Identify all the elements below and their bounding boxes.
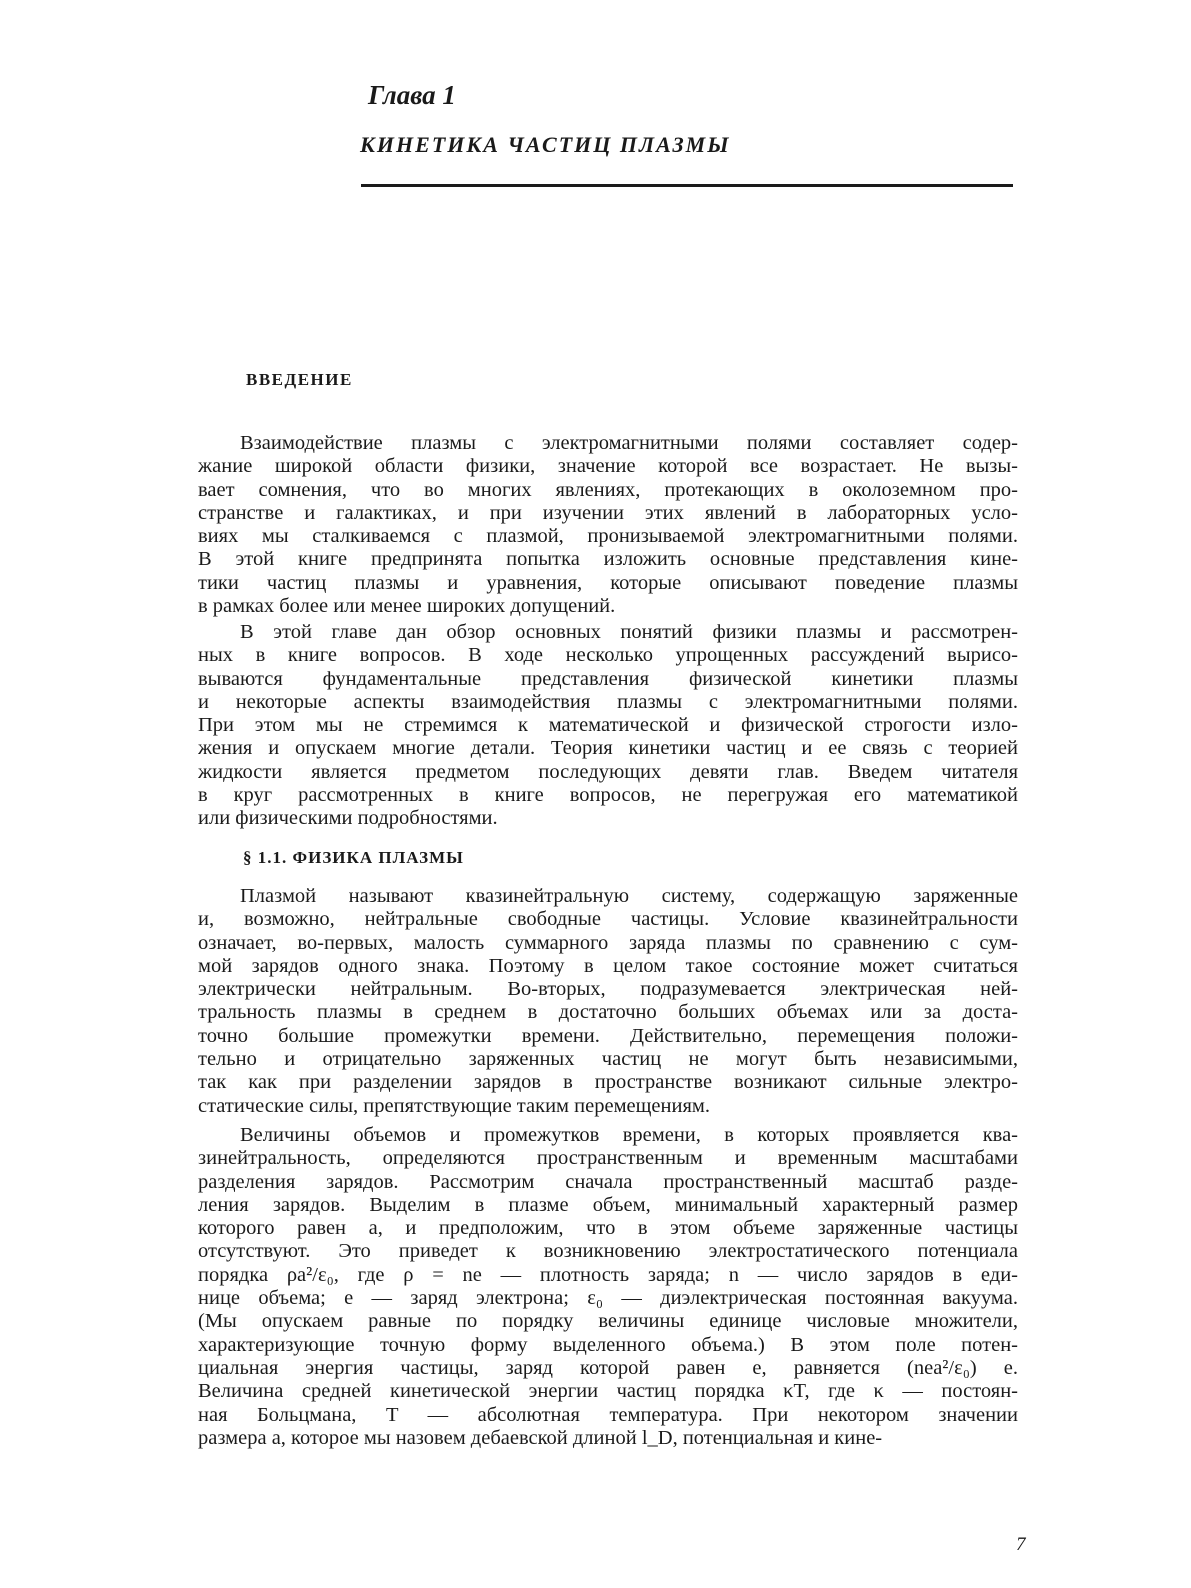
text-line: в рамках более или менее широких допущений. [198,595,616,618]
text-line: При этом мы не стремимся к математической и физической строгости изло- [198,714,1018,737]
text-line: так как при разделении зарядов в пространстве возникают сильные электро- [198,1071,1018,1094]
section-paragraph-2 [198,1124,1018,1450]
text-line: статические силы, препятствующие таким перемещениям. [198,1094,710,1117]
section-heading: § 1.1. ФИЗИКА ПЛАЗМЫ [243,848,464,867]
text-line: вает сомнения, что во многих явлениях, протекающих в околоземном про- [198,478,1018,501]
text-line: которого равен a, и предположим, что в этом объеме заряженные частицы [198,1217,1018,1240]
text-line: Взаимодействие плазмы с электромагнитными полями составляет содер- [240,432,1018,454]
text-line: в круг рассмотренных в книге вопросов, не перегружая его математикой [198,784,1018,807]
text-line: ления зарядов. Выделим в плазме объем, минимальный характерный размер [198,1193,1018,1216]
text-line: зинейтральность, определяются пространственным и временным масштабами [198,1147,1018,1170]
text-line: Величина средней кинетической энергии частиц порядка κT, где κ — постоян- [198,1380,1018,1403]
text-line: означает, во-первых, малость суммарного заряда плазмы по сравнению с сум- [198,931,1018,954]
text-line: характеризующие точную форму выделенного объема.) В этом поле потен- [198,1333,1018,1356]
text-line: жание широкой области физики, значение которой все возрастает. Не вызы- [198,455,1018,478]
text-line: тики частиц плазмы и уравнения, которые описывают поведение плазмы [198,571,1018,594]
text-line: тельно и отрицательно заряженных частиц не могут быть независимыми, [198,1048,1018,1071]
text-line: (Мы опускаем равные по порядку величины единице числовые множители, [198,1310,1018,1333]
text-line: и, возможно, нейтральные свободные частицы. Условие квазинейтральности [198,908,1018,931]
intro-paragraph-2 [198,621,1018,831]
text-line: размера a, которое мы назовем дебаевской длиной l_D, потенциальная и кине- [198,1426,883,1449]
text-line: странстве и галактиках, и при изучении этих явлений в лабораторных усло- [198,501,1018,524]
intro-heading: ВВЕДЕНИЕ [246,370,353,389]
text-line: Величины объемов и промежутков времени, в которых проявляется ква- [240,1124,1018,1146]
text-line: или физическими подробностями. [198,807,498,830]
text-line: циальная энергия частицы, заряд которой равен e, равняется (nea²/ε₀) e. [198,1356,1018,1379]
text-line: В этой главе дан обзор основных понятий физики плазмы и рассмотрен- [240,621,1018,643]
text-line: и некоторые аспекты взаимодействия плазмы с электромагнитными полями. [198,690,1018,713]
text-line: тральность плазмы в среднем в достаточно больших объемах или за доста- [198,1001,1018,1024]
text-line: разделения зарядов. Рассмотрим сначала пространственный масштаб разде- [198,1170,1018,1193]
text-line: мой зарядов одного знака. Поэтому в целом такое состояние может считаться [198,954,1018,977]
chapter-title: КИНЕТИКА ЧАСТИЦ ПЛАЗМЫ [360,132,731,157]
text-line: ная Больцмана, T — абсолютная температура. При некотором значении [198,1403,1018,1426]
text-line: электрически нейтральным. Во-вторых, подразумевается электрическая ней- [198,978,1018,1001]
chapter-label: Глава 1 [368,80,456,110]
text-line: жения и опускаем многие детали. Теория кинетики частиц и ее связь с теорией [198,737,1018,760]
intro-paragraph-1 [198,432,1018,618]
text-line: ных в книге вопросов. В ходе несколько упрощенных рассуждений вырисо- [198,644,1018,667]
chapter-divider [361,184,1013,187]
text-line: порядка ρa²/ε₀, где ρ = ne — плотность заряда; n — число зарядов в еди- [198,1263,1018,1286]
page-number: 7 [1016,1534,1026,1555]
text-line: точно большие промежутки времени. Действительно, перемещения положи- [198,1024,1018,1047]
text-line: Плазмой называют квазинейтральную систему, содержащую заряженные [240,885,1018,907]
text-line: нице объема; e — заряд электрона; ε₀ — диэлектрическая постоянная вакуума. [198,1287,1018,1310]
text-line: вываются фундаментальные представления физической кинетики плазмы [198,667,1018,690]
text-line: В этой книге предпринята попытка изложить основные представления кине- [198,548,1018,571]
section-paragraph-1 [198,885,1018,1118]
text-line: отсутствуют. Это приведет к возникновению электростатического потенциала [198,1240,1018,1263]
text-line: жидкости является предметом последующих девяти глав. Введем читателя [198,760,1018,783]
text-line: виях мы сталкиваемся с плазмой, пронизываемой электромагнитными полями. [198,525,1018,548]
